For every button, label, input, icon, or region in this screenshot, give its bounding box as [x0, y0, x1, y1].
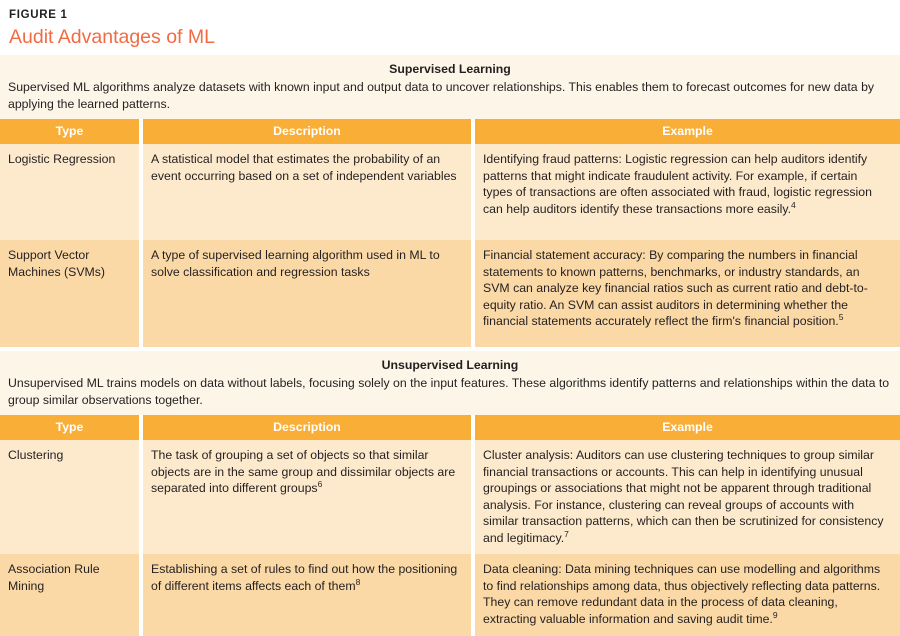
table-supervised [0, 119, 900, 347]
cell-example [475, 240, 900, 347]
column-header-type: Type [0, 415, 139, 440]
footnote-marker: 8 [355, 576, 361, 587]
cell-example [475, 144, 900, 240]
column-header-example: Example [475, 119, 900, 144]
table-row [0, 554, 900, 636]
cell-example-text: Identifying fraud patterns: Logistic regression can help auditors identify patterns that might indicate fraudulent activity. For example, if certain types of transactions are often associated with fraud, logistic regression can help auditors identify these transactions more easily. [483, 152, 872, 216]
page-title: Audit Advantages of ML [9, 26, 215, 48]
footnote-marker: 5 [838, 311, 844, 322]
cell-example [475, 554, 900, 636]
table-header-row [0, 119, 900, 144]
cell-type: Support Vector Machines (SVMs) [0, 240, 139, 347]
column-header-example: Example [475, 415, 900, 440]
cell-description-text: A statistical model that estimates the probability of an event occurring based on a set of independent variables [151, 152, 457, 183]
cell-description-text: Establishing a set of rules to find out how the positioning of different items affects each of them [151, 562, 458, 593]
cell-example-text: Data cleaning: Data mining techniques can use modelling and algorithms to find relationships among data, thus objectively reflecting data patterns. They can remove redundant data in the process of data cleaning, extracting valuable information and saving audit time. [483, 562, 881, 626]
cell-example-text: Cluster analysis: Auditors can use clustering techniques to group similar financial transactions or accounts. This can help in identifying unusual groupings or associations that might not be apparent through traditional analysis. For instance, clustering can reveal groups of accounts with similar transaction patterns, which can then be scrutinized for consistency and legitimacy. [483, 448, 884, 545]
footnote-marker: 4 [791, 199, 796, 210]
footnote-marker: 9 [772, 609, 778, 620]
section-heading-unsupervised: Unsupervised Learning [381, 358, 519, 372]
table-row [0, 440, 900, 554]
footnote-marker: 6 [317, 478, 323, 489]
table-unsupervised [0, 415, 900, 636]
cell-description [143, 554, 471, 636]
cell-example-text: Financial statement accuracy: By comparing the numbers in financial statements to known patterns, benchmarks, or industry standards, an SVM can analyze key financial ratios such as current ratio and debt-to-equity ratio. An SVM can assist auditors in determining whether the financial statements accurately reflect the firm's financial position. [483, 248, 868, 328]
column-header-description: Description [143, 119, 471, 144]
cell-description [143, 240, 471, 347]
section-intro-unsupervised: Unsupervised ML trains models on data without labels, focusing solely on the input features. These algorithms identify patterns and relationships within the data to group similar observations together. [8, 376, 890, 407]
cell-example [475, 440, 900, 554]
column-header-description: Description [143, 415, 471, 440]
figure-kicker: FIGURE 1 [9, 9, 68, 21]
cell-type: Logistic Regression [0, 144, 139, 240]
cell-type: Clustering [0, 440, 139, 554]
cell-type: Association Rule Mining [0, 554, 139, 636]
section-heading-supervised: Supervised Learning [389, 62, 511, 76]
cell-description-text: A type of supervised learning algorithm used in ML to solve classification and regression tasks [151, 248, 440, 279]
table-row [0, 144, 900, 240]
cell-description [143, 144, 471, 240]
section-banner-supervised [0, 55, 900, 119]
table-header-row [0, 415, 900, 440]
cell-description [143, 440, 471, 554]
column-header-type: Type [0, 119, 139, 144]
figure-header [0, 0, 900, 55]
section-banner-unsupervised [0, 351, 900, 415]
cell-description-text: The task of grouping a set of objects so that similar objects are in the same group and dissimilar objects are separated into different groups [151, 448, 456, 495]
table-row [0, 240, 900, 347]
section-intro-supervised: Supervised ML algorithms analyze datasets with known input and output data to uncover relationships. This enables them to forecast outcomes for new data by applying the learned patterns. [8, 80, 875, 111]
footnote-marker: 7 [564, 528, 569, 539]
